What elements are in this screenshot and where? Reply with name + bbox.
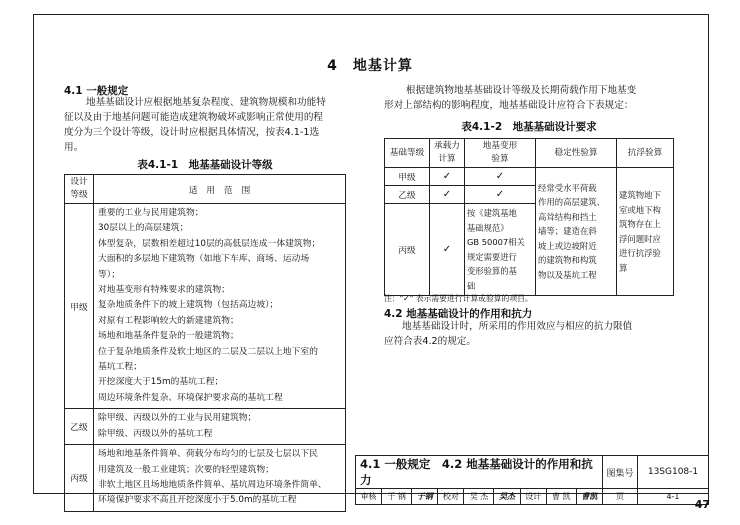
para-line: 度分为三个设计等级，设计时应根据具体情况，按表4.1-1选 <box>64 127 320 138</box>
table-4-1-2-caption: 表4.1-2 地基基础设计要求 <box>461 121 597 133</box>
check-label: 校对 <box>438 489 464 505</box>
check-mark: ✓ <box>430 168 465 186</box>
para-line: 应符合表4.2的规定。 <box>384 336 477 347</box>
para-line: 用。 <box>64 142 84 153</box>
scope-line: 体型复杂，层数相差超过10层的高低层连成一体建筑物； <box>98 238 321 249</box>
designer-signature: 曹凯 <box>576 489 602 505</box>
scope-line: 对原有工程影响较大的新建建筑物； <box>98 315 239 326</box>
sheet-number: 4-1 <box>638 489 709 505</box>
header-antifloat: 抗浮验算 <box>617 139 674 168</box>
grade-cell: 甲级 <box>65 204 94 409</box>
review-label: 审核 <box>356 489 382 505</box>
scope-line: 除甲级、丙级以外的工业与民用建筑物； <box>98 413 257 424</box>
table-row <box>385 168 674 186</box>
check-mark: ✓ <box>430 186 465 204</box>
para-line: 地基基础设计应根据地基复杂程度、建筑物规模和功能特 <box>86 97 326 108</box>
chapter-title: 4 地基计算 <box>327 58 413 74</box>
reviewer-signature: 于钢 <box>412 489 438 505</box>
grade-cell: 甲级 <box>385 168 430 186</box>
designer-name: 曹 凯 <box>546 489 576 505</box>
page-label: 页 <box>603 489 638 505</box>
section-4-2-paragraph <box>384 319 680 349</box>
scope-line: 环境保护要求不高且开挖深度小于5.0m的基坑工程 <box>98 495 297 506</box>
para-line: 征以及由于地基问题可能造成建筑物破坏或影响正常使用的程 <box>64 112 324 123</box>
para-line: 形对上部结构的影响程度，地基基础设计应符合下表规定： <box>384 100 634 111</box>
section-4-2-heading: 4.2 地基基础设计的作用和抗力 <box>384 308 533 320</box>
drawing-title: 4.1 一般规定 4.2 地基基础设计的作用和抗力 <box>356 456 603 489</box>
design-label: 设计 <box>520 489 546 505</box>
para-line: 根据建筑物地基基础设计等级及长期荷载作用下地基变 <box>406 85 637 96</box>
scope-line: 复杂地质条件下的坡上建筑物（包括高边坡）； <box>98 300 279 311</box>
checker-signature: 吴杰 <box>494 489 520 505</box>
scope-line: 等）； <box>98 269 120 280</box>
grade-cell: 丙级 <box>385 204 430 296</box>
scope-line: 大面积的多层地下建筑物（如地下车库、商场、运动场 <box>98 254 310 265</box>
section-4-1-heading: 4.1 一般规定 <box>64 85 129 97</box>
grade-cell: 丙级 <box>65 445 94 512</box>
header-grade: 设计 等级 <box>65 175 94 204</box>
scope-cell <box>94 409 346 445</box>
table-row <box>65 204 346 409</box>
scope-line: 用建筑及一般工业建筑；次要的轻型建筑物； <box>98 464 274 475</box>
check-mark: ✓ <box>430 204 465 296</box>
design-requirement-table <box>384 138 674 296</box>
scope-line: 对地基变形有特殊要求的建筑物； <box>98 285 230 296</box>
atlas-number: 13SG108-1 <box>638 456 709 489</box>
header-grade: 基础等级 <box>385 139 430 168</box>
table-row <box>65 409 346 445</box>
scope-line: 周边环境条件复杂、环境保护要求高的基坑工程 <box>98 392 283 403</box>
scope-line: 基坑工程； <box>98 362 142 373</box>
scope-line: 场地和地基条件复杂的一般建筑物； <box>98 331 239 342</box>
deformation-cell: 按《建筑基地 基础规范》 GB 50007相关 规定需要进行 变形验算的基 础 <box>465 204 536 296</box>
title-block <box>355 455 709 505</box>
table-row <box>65 445 346 512</box>
table-4-1-1-caption: 表4.1-1 地基基础设计等级 <box>137 159 273 171</box>
scope-line: 位于复杂地质条件及软土地区的二层及二层以上地下室的 <box>98 346 318 357</box>
scope-line: 场地和地基条件简单、荷载分布均匀的七层及七层以下民 <box>98 449 318 460</box>
table-note: 注："✓" 表示需要进行计算或验算的项目。 <box>384 294 533 303</box>
scope-cell <box>94 445 346 512</box>
header-bearing: 承载力 计算 <box>430 139 465 168</box>
scope-line: 30层以上的高层建筑； <box>98 223 189 234</box>
scope-line: 除甲级、丙级以外的基坑工程 <box>98 428 213 439</box>
design-grade-table <box>64 174 346 512</box>
header-scope: 适 用 范 围 <box>94 175 346 204</box>
check-mark: ✓ <box>465 168 536 186</box>
header-stability: 稳定性验算 <box>536 139 617 168</box>
right-intro-paragraph <box>384 83 680 113</box>
para-line: 地基基础设计时，所采用的作用效应与相应的抗力限值 <box>402 321 633 332</box>
checker-name: 吴 杰 <box>464 489 494 505</box>
scope-line: 开挖深度大于15m的基坑工程； <box>98 377 224 388</box>
scope-cell <box>94 204 346 409</box>
header-deformation: 地基变形 验算 <box>465 139 536 168</box>
grade-cell: 乙级 <box>65 409 94 445</box>
reviewer-name: 于 钢 <box>382 489 412 505</box>
atlas-label: 图集号 <box>603 456 638 489</box>
scope-line: 非软土地区且场地地质条件简单、基坑周边环境条件简单、 <box>98 479 327 490</box>
antifloat-cell: 建筑物地下 室或地下构 筑物存在上 浮问题时应 进行抗浮验 算 <box>617 168 674 296</box>
section-4-1-paragraph <box>64 95 354 155</box>
grade-cell: 乙级 <box>385 186 430 204</box>
check-mark: ✓ <box>465 186 536 204</box>
page-number: 47 <box>694 498 710 511</box>
stability-cell: 经常受水平荷载 作用的高层建筑、 高耸结构和挡土 墙等；建造在斜 坡上或边坡附近 的建筑物和构筑 物以及基坑工程 <box>536 168 617 296</box>
scope-line: 重要的工业与民用建筑物； <box>98 208 204 218</box>
